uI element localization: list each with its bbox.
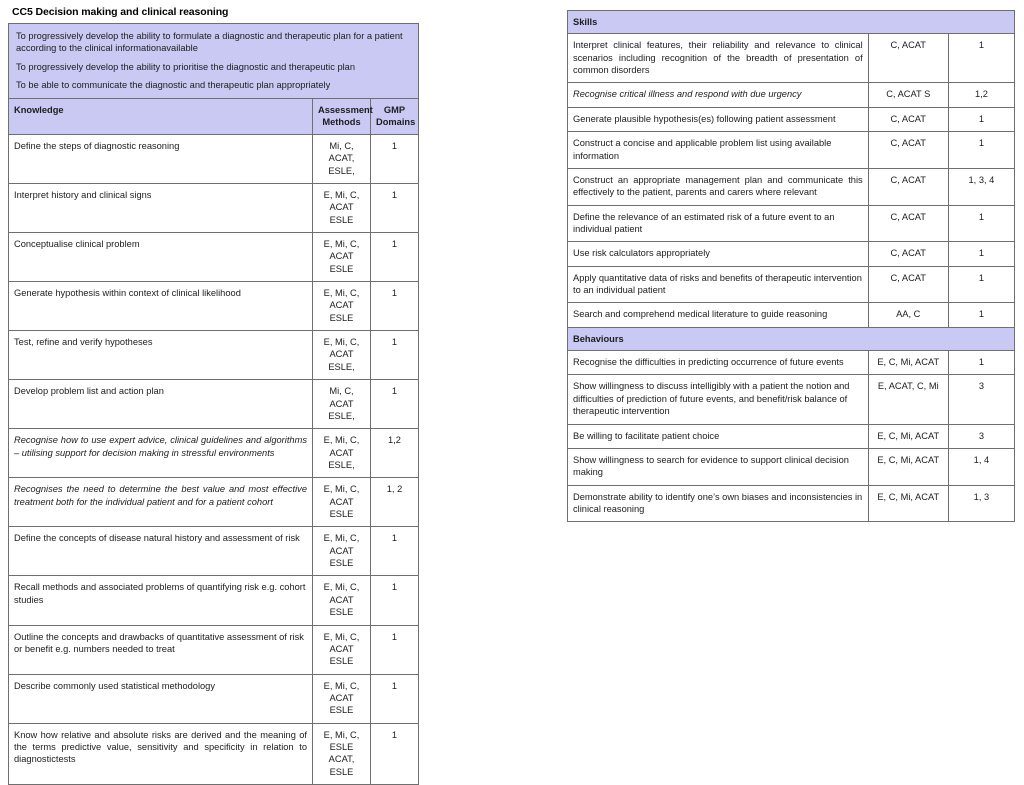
row-gmp-domains: 1 [371,183,419,232]
knowledge-table-body [9,24,419,785]
row-gmp-domains: 1 [371,723,419,784]
table-row [9,429,419,478]
row-description: Conceptualise clinical problem [9,232,313,281]
row-gmp-domains: 1, 4 [948,448,1014,485]
table-row [9,282,419,331]
aim-line: To be able to communicate the diagnostic and therapeutic plan appropriately [16,79,331,90]
aims-row [9,24,419,99]
gmp-domains-line2: Domains [376,117,416,128]
table-row [9,674,419,723]
row-description: Apply quantitative data of risks and benefits of therapeutic intervention to an individual patient [568,266,869,303]
column-header-assessment-methods [313,99,371,135]
row-gmp-domains: 1 [948,107,1014,131]
row-assessment-methods: Mi, C, ACAT ESLE, [313,380,371,429]
table-row [568,485,1015,522]
row-gmp-domains: 1, 3 [948,485,1014,522]
row-description: Describe commonly used statistical methodology [9,674,313,723]
row-assessment-methods: E, C, Mi, ACAT [868,351,948,375]
row-assessment-methods: E, Mi, C, ACAT ESLE [313,183,371,232]
row-gmp-domains: 1 [371,527,419,576]
table-row [9,527,419,576]
row-gmp-domains: 1 [371,625,419,674]
table-row [9,576,419,625]
row-gmp-domains: 3 [948,424,1014,448]
table-row [568,448,1015,485]
skills-behaviours-table [567,10,1015,522]
aims-cell [9,24,419,99]
table-row [568,34,1015,83]
row-gmp-domains: 1 [371,134,419,183]
row-gmp-domains: 1 [948,34,1014,83]
table-row [568,424,1015,448]
aim-line: To progressively develop the ability to formulate a diagnostic and therapeutic plan for a patient according to the clinical informationavailable [16,31,403,54]
row-gmp-domains: 1 [948,205,1014,242]
table-row [568,132,1015,169]
row-gmp-domains: 1,2 [371,429,419,478]
section-header-behaviours: Behaviours [568,327,1015,350]
assessment-methods-line2: Methods [322,117,361,128]
row-assessment-methods: E, C, Mi, ACAT [868,448,948,485]
row-assessment-methods: E, Mi, C, ACAT ESLE [313,282,371,331]
row-assessment-methods: E, ACAT, C, Mi [868,375,948,424]
row-assessment-methods: C, ACAT [868,242,948,266]
row-description: Recognise the difficulties in predicting occurrence of future events [568,351,869,375]
row-description: Show willingness to discuss intelligibly with a patient the notion and difficulties of prediction of future events, and benefit/risk balance of therapeutic intervention [568,375,869,424]
row-gmp-domains: 1, 3, 4 [948,168,1014,205]
left-column [8,6,416,785]
page-title: CC5 Decision making and clinical reasoning [12,6,229,18]
row-description: Outline the concepts and drawbacks of quantitative assessment of risk or benefit e.g. numbers needed to treat [9,625,313,674]
row-description: Demonstrate ability to identify one’s own biases and inconsistencies in clinical reasoning [568,485,869,522]
row-assessment-methods: E, Mi, C, ESLE ACAT, ESLE [313,723,371,784]
row-description: Define the relevance of an estimated risk of a future event to an individual patient [568,205,869,242]
skills-header-row [568,11,1015,34]
row-description: Construct an appropriate management plan and communicate this effectively to the patient, parents and carers where relevant [568,168,869,205]
row-gmp-domains: 1,2 [948,83,1014,107]
row-assessment-methods: AA, C [868,303,948,327]
row-description: Recognise how to use expert advice, clinical guidelines and algorithms – utilising support for decision making in stressful environments [9,429,313,478]
row-assessment-methods: E, Mi, C, ACAT ESLE, [313,429,371,478]
row-description: Recognise critical illness and respond with due urgency [568,83,869,107]
row-assessment-methods: C, ACAT [868,34,948,83]
row-assessment-methods: E, Mi, C, ACAT ESLE [313,674,371,723]
skills-behaviours-table-body [568,11,1015,522]
row-description: Show willingness to search for evidence to support clinical decision making [568,448,869,485]
row-assessment-methods: E, Mi, C, ACAT ESLE, [313,331,371,380]
row-assessment-methods: C, ACAT [868,168,948,205]
row-gmp-domains: 1 [948,303,1014,327]
row-gmp-domains: 1 [948,351,1014,375]
table-row [568,266,1015,303]
row-description: Generate plausible hypothesis(es) following patient assessment [568,107,869,131]
table-row [568,168,1015,205]
row-assessment-methods: C, ACAT [868,132,948,169]
row-description: Interpret history and clinical signs [9,183,313,232]
column-header-knowledge: Knowledge [9,99,313,135]
knowledge-header-row [9,99,419,135]
row-gmp-domains: 1 [371,232,419,281]
row-assessment-methods: C, ACAT [868,107,948,131]
row-description: Search and comprehend medical literature to guide reasoning [568,303,869,327]
table-row [9,625,419,674]
row-gmp-domains: 1 [948,266,1014,303]
row-gmp-domains: 1 [371,282,419,331]
row-description: Construct a concise and applicable problem list using available information [568,132,869,169]
row-gmp-domains: 1, 2 [371,478,419,527]
row-gmp-domains: 1 [371,331,419,380]
row-gmp-domains: 1 [371,576,419,625]
row-gmp-domains: 1 [371,674,419,723]
row-description: Recall methods and associated problems of quantifying risk e.g. cohort studies [9,576,313,625]
table-row [9,331,419,380]
table-row [568,83,1015,107]
section-header-skills: Skills [568,11,1015,34]
row-assessment-methods: C, ACAT [868,205,948,242]
row-gmp-domains: 1 [371,380,419,429]
table-row [9,478,419,527]
assessment-methods-line1: Assessment [318,105,373,116]
table-row [9,183,419,232]
column-header-gmp-domains [371,99,419,135]
row-assessment-methods: E, Mi, C, ACAT ESLE [313,527,371,576]
table-row [9,232,419,281]
table-row [568,375,1015,424]
table-row [568,242,1015,266]
row-description: Be willing to facilitate patient choice [568,424,869,448]
row-assessment-methods: Mi, C, ACAT, ESLE, [313,134,371,183]
row-assessment-methods: C, ACAT S [868,83,948,107]
row-description: Recognises the need to determine the best value and most effective treatment both for the individual patient and for a patient cohort [9,478,313,527]
row-description: Develop problem list and action plan [9,380,313,429]
table-row [9,380,419,429]
behaviours-header-row [568,327,1015,350]
row-description: Know how relative and absolute risks are derived and the meaning of the terms predictive value, sensitivity and specificity in relation to diagnostictests [9,723,313,784]
aim-line: To progressively develop the ability to prioritise the diagnostic and therapeutic plan [16,61,356,72]
row-assessment-methods: E, C, Mi, ACAT [868,485,948,522]
row-description: Generate hypothesis within context of clinical likelihood [9,282,313,331]
row-assessment-methods: E, Mi, C, ACAT ESLE [313,625,371,674]
row-assessment-methods: E, Mi, C, ACAT ESLE [313,576,371,625]
row-gmp-domains: 1 [948,242,1014,266]
row-gmp-domains: 1 [948,132,1014,169]
table-row [568,205,1015,242]
row-description: Interpret clinical features, their reliability and relevance to clinical scenarios including recognition of the breadth of presentation of common disorders [568,34,869,83]
right-column [567,10,1015,522]
table-row [9,134,419,183]
table-row [568,107,1015,131]
row-assessment-methods: E, Mi, C, ACAT ESLE [313,478,371,527]
row-assessment-methods: C, ACAT [868,266,948,303]
table-row [9,723,419,784]
row-description: Use risk calculators appropriately [568,242,869,266]
row-description: Define the steps of diagnostic reasoning [9,134,313,183]
row-description: Define the concepts of disease natural history and assessment of risk [9,527,313,576]
table-row [568,351,1015,375]
gmp-domains-line1: GMP [383,105,406,116]
knowledge-table [8,23,419,785]
row-description: Test, refine and verify hypotheses [9,331,313,380]
row-assessment-methods: E, Mi, C, ACAT ESLE [313,232,371,281]
row-gmp-domains: 3 [948,375,1014,424]
row-assessment-methods: E, C, Mi, ACAT [868,424,948,448]
table-row [568,303,1015,327]
